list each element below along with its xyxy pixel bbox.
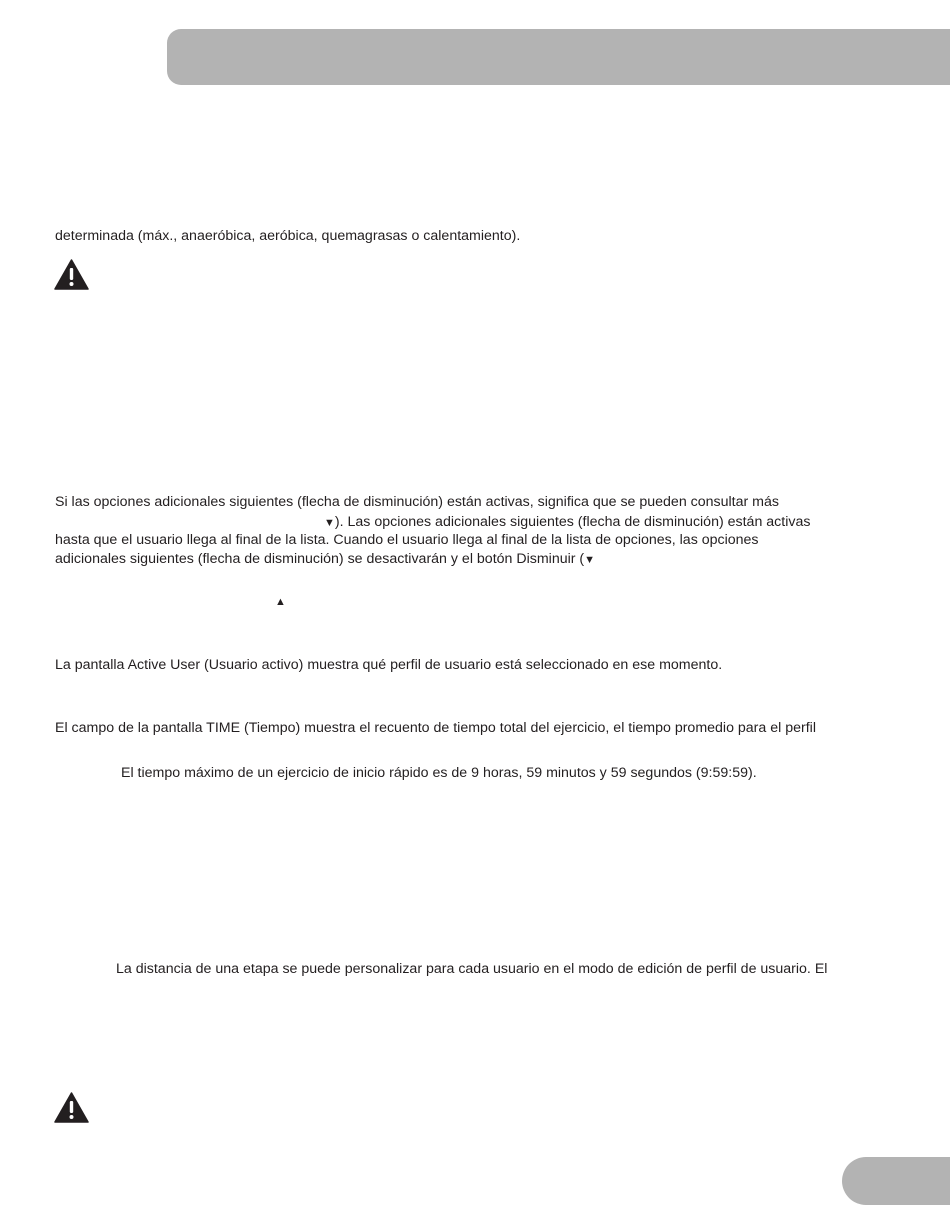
options-line-4-text: adicionales siguientes (flecha de disminución) se desactivarán y el botón Disminuir (: [55, 551, 585, 567]
options-line-2-text: ). Las opciones adicionales siguientes (flecha de disminución) están activas: [334, 514, 811, 530]
options-line-2: [324, 513, 810, 532]
active-user-text: La pantalla Active User (Usuario activo) muestra qué perfil de usuario está seleccionado en ese momento.: [55, 657, 723, 673]
header-bar: [167, 29, 950, 85]
warning-icon: [54, 259, 89, 290]
distance-note: La distancia de una etapa se puede personalizar para cada usuario en el modo de edición de perfil de usuario. El: [116, 961, 828, 977]
time-note: El tiempo máximo de un ejercicio de inicio rápido es de 9 horas, 59 minutos y 59 segundos (9:59:59).: [121, 765, 757, 781]
options-line-1: Si las opciones adicionales siguientes (flecha de disminución) están activas, significa que se pueden consultar más: [55, 494, 779, 510]
options-line-3: hasta que el usuario llega al final de la lista. Cuando el usuario llega al final de la lista de opciones, las opciones: [55, 532, 759, 548]
up-arrow-icon: ▲: [275, 596, 286, 608]
down-arrow-icon: ▼: [324, 517, 335, 529]
warning-icon: [54, 1092, 89, 1123]
time-field-text: El campo de la pantalla TIME (Tiempo) muestra el recuento de tiempo total del ejercicio, el tiempo promedio para el perfil: [55, 720, 816, 736]
intro-line: determinada (máx., anaeróbica, aeróbica, quemagrasas o calentamiento).: [55, 228, 521, 244]
options-line-5: [275, 592, 286, 611]
options-line-4: [55, 550, 595, 569]
down-arrow-icon: ▼: [584, 554, 596, 566]
page-number-tab: [842, 1157, 950, 1205]
